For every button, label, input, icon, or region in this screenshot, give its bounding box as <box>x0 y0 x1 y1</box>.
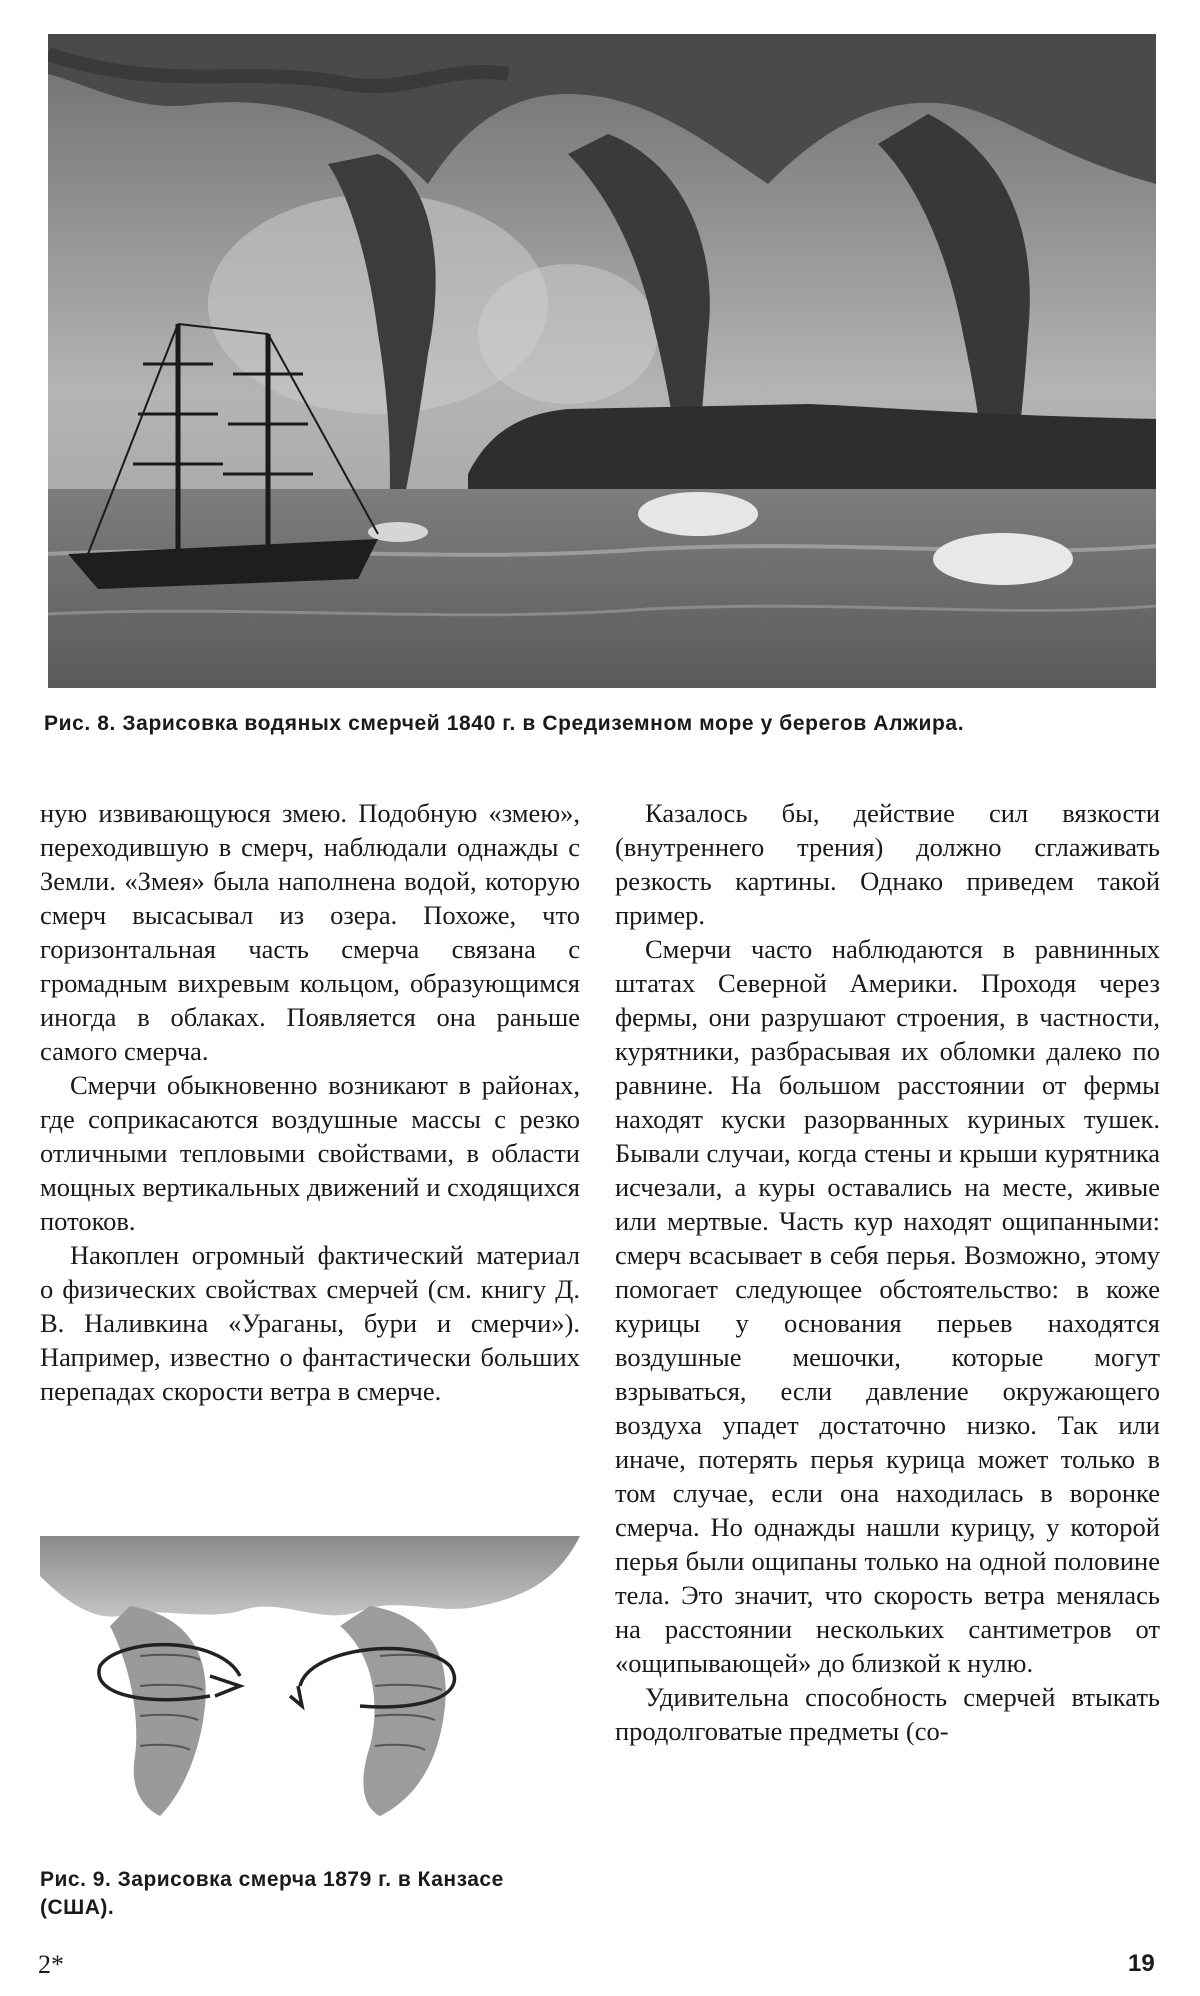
figure-8-waterspouts-illustration <box>48 34 1156 688</box>
sea <box>48 489 1156 688</box>
paragraph: ную извивающуюся змею. Подобную «змею», переходившую в смерч, наблюдали однажды с Земли. «Змея» была наполнена водой, которую смерч высасывал из озера. Похоже, что горизонтальная часть смерча связана с громадным вихревым кольцом, образующимся иногда в облаках. Появляется она раньше самого смерча. <box>40 798 580 1066</box>
coastline <box>468 404 1156 494</box>
figure-9-tornado-illustration <box>40 1536 580 1846</box>
funnel-right <box>340 1606 446 1816</box>
waterspouts-drawing <box>48 34 1156 688</box>
signature-mark: 2* <box>38 1950 64 1979</box>
splash-2 <box>638 492 758 536</box>
tornado-sketch <box>40 1536 580 1846</box>
cloud-base <box>40 1536 580 1617</box>
paragraph: Казалось бы, действие сил вязкости (внутреннего трения) должно сглаживать резкость картины. Однако приведем такой пример. <box>615 798 1160 930</box>
figure-8-caption: Рис. 8. Зарисовка водяных смерчей 1840 г. в Средиземном море у берегов Алжира. <box>44 712 965 735</box>
paragraph: Удивительна способность смерчей втыкать продолговатые предметы (со- <box>615 1682 1160 1746</box>
right-text-column <box>615 796 1160 1748</box>
paragraph: Накоплен огромный фактический материал о физических свойствах смерчей (см. книгу Д. В. Наливкина «Ураганы, бури и смерчи»). Например, известно о фантастически больших перепадах скорости ветра в смерче. <box>40 1240 580 1406</box>
paragraph: Смерчи часто наблюдаются в равнинных штатах Северной Америки. Проходя через фермы, они разрушают строения, в частности, курятники, разбрасывая их обломки далеко по равнине. На большом расстоянии от фермы находят куски разорванных куриных тушек. Бывали случаи, когда стены и крыши курятника исчезали, а куры оставались на месте, живые или мертвые. Часть кур находят ощипанными: смерч всасывает в себя перья. Возможно, этому помогает следующее обстоятельство: в коже курицы у основания перьев находятся воздушные мешочки, которые могут взрываться, если давление окружающего воздуха упадет достаточно низко. Так или иначе, потерять перья курица может только в том случае, если она находилась в воронке смерча. Но однажды нашли курицу, у которой перья были ощипаны только на одной половине тела. Это значит, что скорость ветра менялась на расстоянии нескольких сантиметров от «ощипывающей» до близкой к нулю. <box>615 934 1160 1678</box>
funnel-left <box>110 1606 206 1816</box>
splash-3 <box>933 533 1073 585</box>
left-text-column <box>40 796 580 1408</box>
figure-9-caption: Рис. 9. Зарисовка смерча 1879 г. в Канзасе (США). <box>40 1868 504 1919</box>
page-number: 19 <box>1128 1950 1155 1977</box>
paragraph: Смерчи обыкновенно возникают в районах, где соприкасаются воздушные массы с резко отличными тепловыми свойствами, в области мощных вертикальных движений и сходящихся потоков. <box>40 1070 580 1236</box>
